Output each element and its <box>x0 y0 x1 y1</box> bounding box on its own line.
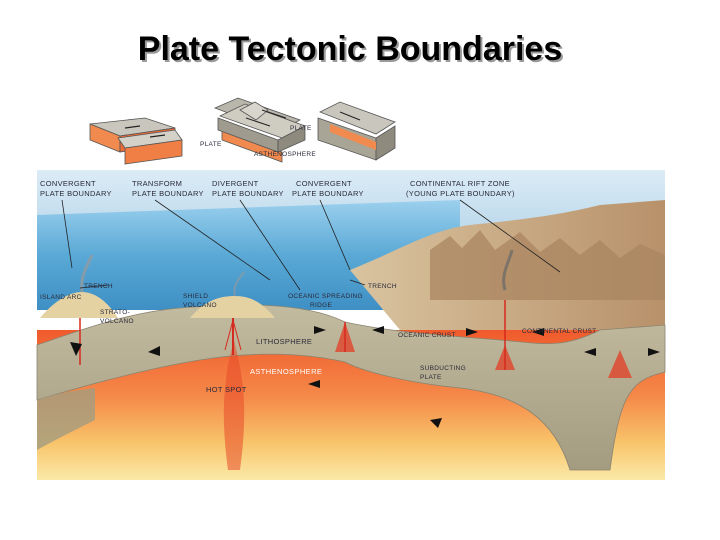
label-trench-right: TRENCH <box>368 283 397 290</box>
label-strato-volcano-2: VOLCANO <box>100 318 134 325</box>
label-subducting-plate-1: SUBDUCTING <box>420 365 466 372</box>
thumbnail-plate-label: PLATE <box>290 125 312 132</box>
label-transform-2: PLATE BOUNDARY <box>132 189 204 198</box>
label-strato-volcano-1: STRATO- <box>100 309 131 316</box>
thumbnail-plate-label-left: PLATE <box>200 141 222 148</box>
slide-title: Plate Tectonic Boundaries <box>137 30 563 68</box>
label-oceanic-crust: OCEANIC CRUST <box>398 332 456 339</box>
label-transform-1: TRANSFORM <box>132 179 183 188</box>
label-rift-zone-2: (YOUNG PLATE BOUNDARY) <box>406 189 515 198</box>
label-divergent-2: PLATE BOUNDARY <box>212 189 284 198</box>
label-lithosphere: LITHOSPHERE <box>256 337 313 346</box>
label-spreading-ridge-2: RIDGE <box>310 302 333 309</box>
cross-section <box>37 170 665 480</box>
label-island-arc: ISLAND ARC <box>40 294 82 301</box>
label-asthenosphere: ASTHENOSPHERE <box>250 367 323 376</box>
label-convergent-left-1: CONVERGENT <box>40 179 96 188</box>
divergent-boundary-thumbnail <box>200 98 316 162</box>
label-divergent-1: DIVERGENT <box>212 179 259 188</box>
label-continental-crust: CONTINENTAL CRUST <box>522 328 597 335</box>
transform-boundary-thumbnail <box>90 118 182 164</box>
label-convergent-left-2: PLATE BOUNDARY <box>40 189 112 198</box>
label-rift-zone-1: CONTINENTAL RIFT ZONE <box>410 179 510 188</box>
label-convergent-right-1: CONVERGENT <box>296 179 352 188</box>
convergent-boundary-thumbnail <box>318 102 395 160</box>
label-spreading-ridge-1: OCEANIC SPREADING <box>288 293 363 300</box>
label-shield-volcano-1: SHIELD <box>183 293 209 300</box>
thumbnail-asthenosphere-label: ASTHENOSPHERE <box>254 151 317 158</box>
label-subducting-plate-2: PLATE <box>420 374 442 381</box>
label-shield-volcano-2: VOLCANO <box>183 302 217 309</box>
label-hot-spot: HOT SPOT <box>206 385 247 394</box>
label-convergent-right-2: PLATE BOUNDARY <box>292 189 364 198</box>
label-trench-left: TRENCH <box>84 283 113 290</box>
